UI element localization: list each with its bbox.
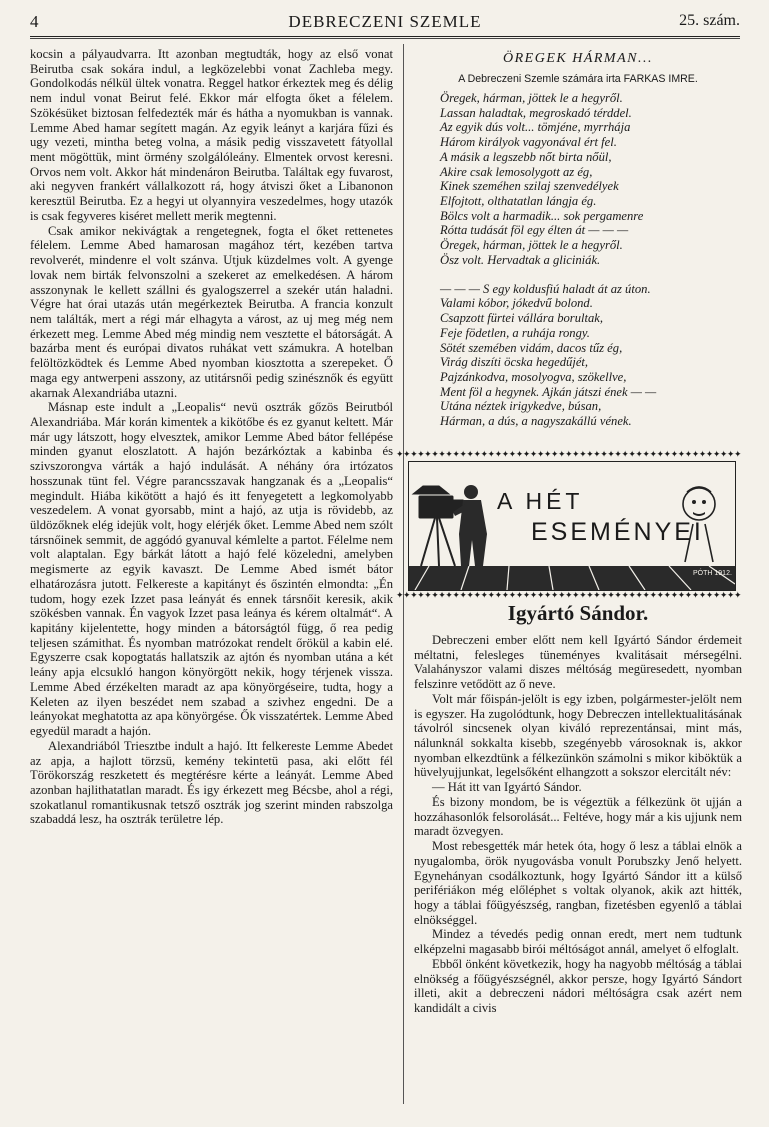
issue-number: 25. szám.: [679, 12, 740, 29]
poem-line: Öregek, hárman, jöttek le a hegyről.: [440, 238, 623, 253]
poem-line: Pajzánkodva, mosolyogva, szökellve,: [440, 369, 627, 384]
paragraph: Csak amikor nekivágtak a rengetegnek, fogta el őket rettenetes félelem. Lemme Abed hamarosan magához tért, kezében tartva revolverét, mindenre el volt szánva. Utjuk küzdelmes volt. A gyenge lovak nem birták felvonszolni a szekeret az emelkedésen. A három asszonynak le kellett szállni és gyalogszerrel a szekér után haladni. Végre hat órai utazás után megérkeztek Beirutba. A francia konzult nem találták, mert a régi már elhagyta a várost, az uj meg még nem érkezett meg. Lemme Abed még mindig nem vesztette el bátorságát. A bazárba ment és európai divatos ruhákat vett számukra. A hotelban felöltözködtek és Lemme Abed nyomban kiosztotta a szerepeket. Ő maga egy antwerpeni asszony, az utitársnői pedig szinésznők és együtt akarnak Alexandriába utazni.: [30, 223, 393, 400]
poem-line: Sötét szemében vidám, dacos tűz ég,: [440, 340, 623, 355]
poem-line: Bölcs volt a harmadik... sok pergamenre: [440, 208, 644, 223]
poem-line: Ment föl a hegynek. Ajkán játszi ének — —: [440, 384, 657, 399]
paragraph: Mindez a tévedés pedig onnan eredt, mert nem tudtunk elképzelni magasabb birói méltóságot annál, amelyet ő elfoglalt.: [414, 927, 742, 957]
page-header: [30, 10, 740, 37]
poem-line: Az egyik dús volt... tömjéne, myrrhája: [440, 120, 631, 135]
poem-line: Ösz volt. Hervadtak a gliciniák.: [440, 252, 601, 267]
poem-line: Öregek, hárman, jöttek le a hegyről.: [440, 91, 623, 105]
banner-title-line1: A HÉT: [497, 488, 584, 514]
poem-line: Akire csak lemosolygott az ég,: [440, 164, 593, 179]
poem-stanza-1: [414, 91, 742, 268]
poem-line: Valami kóbor, jókedvű bolond.: [440, 296, 593, 311]
article-title: Igyártó Sándor.: [507, 601, 649, 625]
header-rule: [30, 38, 740, 39]
paragraph: Most rebesgették már hetek óta, hogy ő lesz a táblai elnök a nyugalomba, örök nyugovásba vonult Porubszky Jenő helyett. Egynehányan csodálkoztunk, hogy Igyártó Sándor itt a külső perifériákon még előléphet s voltak olyanok, akik azt hitték, hogy a táblai főügyészség, rangban, fizetésben egyenlő a táblai elnökséggel.: [414, 839, 742, 927]
journal-title: DEBRECZENI SZEMLE: [288, 12, 482, 31]
paragraph: Debreczeni ember előtt nem kell Igyártó Sándor érdemeit méltatni, felesleges tüneményes kvalitásait mérsegélni. Valahányszor valami diszes méltóság megüresedett, nyomban felszinre vetődött az ő neve.: [414, 633, 742, 692]
poem-line: Feje födetlen, a ruhája rongy.: [440, 325, 590, 340]
right-column-article: [414, 633, 742, 1016]
ornament-border-bottom: ✦✦✦✦✦✦✦✦✦✦✦✦✦✦✦✦✦✦✦✦✦✦✦✦✦✦✦✦✦✦✦✦✦✦✦✦✦✦✦✦✦✦✦✦✦✦✦✦✦: [396, 591, 742, 600]
poem-line: Virág diszíti öcska hegedűjét,: [440, 355, 589, 370]
poem-line: Rótta tudását föl egy élten át — — —: [440, 223, 629, 238]
poem-line: — — — S egy koldusfiú haladt át az úton.: [440, 281, 651, 296]
poem-line: Hárman, a dús, a nagyszakállú vének.: [440, 414, 632, 429]
paragraph: Alexandriából Triesztbe indult a hajó. Itt felkereste Lemme Abedet az apja, a hajlott törzsü, kemény tekintetü pasa, aki előtt fél Törökország reszketett és megtérésre kérte a leányát. Lemme Abed azonban hajlithatatlan maradt. És igy érkezett meg Bécsbe, ahol a régi, szokatlanul romantikusnak tetsző osztrák jog szerint minden rabszolga szabaddá lesz, ha osztrák területre lép.: [30, 738, 393, 827]
poem-line: Utána néztek irigykedve, búsan,: [440, 399, 602, 414]
poem-line: Három királyok vagyonával ért fel.: [440, 135, 617, 150]
paragraph: — Hát itt van Igyártó Sándor.: [432, 780, 582, 795]
banner-title-line2: ESEMÉNYEI: [531, 518, 704, 546]
paragraph: És bizony mondom, be is végeztük a félkezünk öt ujján a hozzáhasonlók felsorolását... Feltéve, hogy már a kis ujjunk nem maradt özvegyen.: [414, 794, 742, 839]
poem-line: A másik a legszebb nőt birta nőül,: [440, 149, 612, 164]
left-column-article: [30, 47, 393, 827]
poem-line: Kinek szeméhen szilaj szenvedélyek: [440, 179, 619, 194]
paragraph: Volt már főispán-jelölt is egy izben, polgármester-jelölt nem is egyszer. Ha zugolódtunk, hogy Debreczen intellektualitásának távolról sincsenek olyan kiváló reprezentánsai, mint más, nálunknál sokkalta kisebb, szegényebb városoknak is, akkor nyomban elkezdtünk a félkezünkön számolni s mikor kiböktük a hüvelyujjunkat, legelsőként elhangzott a sokszor elercitált név:: [414, 691, 742, 780]
poem-title: ÖREGEK HÁRMAN...: [503, 51, 653, 66]
banner-frame: [408, 461, 736, 591]
paragraph: kocsin a pályaudvarra. Itt azonban megtudták, hogy az első vonat Beirutba csak sokára indul, a legközelebbi vonat Zachleba megy. Gondolkodás nélkül ültek vonatra. Reggel hatkor érkeztek meg és délig nem indul vonat Beirut felé. Ekkor már elfogta őket a félelem. Szökésüket biztosan felfedezték már és hátha a nyomukban is vannak. Lemme Abed hamar segített magán. Az egyik leányt a karjára fűzi és ugy vezeti, mintha beteg volna, a másik pedig visszavetett fátyollal ment mögöttük, mint örmény szolgálóleány. Elmentek orvost keresni. Orvos nem volt. Akkor hát mindenáron Beirutba. Találtak egy fuvarost, aki negyven frankért vállalkozott rá, hogy átviszi őket a Libanonon keresztül Beirutba. Ez a hegyi ut olyannyira veszedelmes, hogy utazók is csak fegyveres kiséret mellett merik megtenni.: [30, 47, 393, 223]
poem-line: Elfojtott, olthatatlan lángja ég.: [440, 194, 597, 209]
poem-stanza-2: [414, 282, 742, 429]
poem-line: Csapzott fürtei vállára borultak,: [440, 311, 604, 326]
poem-line: Lassan haladtak, megroskadó térddel.: [440, 105, 632, 120]
paragraph: Ebből önként következik, hogy ha nagyobb méltóság a táblai elnökség a főügyészségnél, akkor persze, hogy Igyártó Sándort illeti, akit a debreczeni nádori méltóságra csak azért nem kandidált a civis: [414, 956, 742, 1015]
poem-byline: A Debreczeni Szemle számára irta FARKAS IMRE.: [458, 73, 698, 85]
artist-signature: PÓTH 1912.: [693, 570, 732, 577]
ornament-border-top: ✦✦✦✦✦✦✦✦✦✦✦✦✦✦✦✦✦✦✦✦✦✦✦✦✦✦✦✦✦✦✦✦✦✦✦✦✦✦✦✦✦✦✦✦✦✦✦✦✦: [396, 450, 742, 459]
poem-section: [414, 47, 742, 429]
page-number: 4: [30, 12, 39, 31]
paragraph: Másnap este indult a „Leopalis“ nevü osztrák gőzös Beirutból Alexandriába. Már korán kimentek a kikötőbe és ez gyanut keltett. Már már ugy látszott, hogy elvesztek, amikor Lemme Abed bátor fellépése minden gyanut eloszlatott. A hajón bezárkóztak a kabinba és szivszorongva várták a hajó indulását. A néhány óra irtózatos hosszunak tünt fel. Végre parancsszavak hangzanak és a „Leopalis“ megindult. Hiába kikötött a hajó és itt fenyegetett a legkomolyabb veszedelem. A vonat gyorsabb, mint a hajó, az utja is rövidebb, az üldözőknek elég idejük volt, hogy elérjék őket. Lemme Abed nem szólt társnőinek semmit, de aggódó gyanuval kémlelte a partot. Félelme nem volt alaptalan. Egy bárkát látott a hajó felé közeledni, amelyben megismerte az egyik kavaszt. De Lemme Abed ismét bátor elhatározásra jutott. Felkereste a kapitányt és őszintén elmondta: „Én tudom, hogy ezek Izzet pasa leányát és ennek társnőit keresik, akik szökésben vannak. Én vagyok Izzet pasa leánya és kérem oltalmát“. A kapitány kijelentette, hogy minden a bátorságtól függ, ő rea pedig teljesen számithat. És nyomban matrózokat rendelt őrökül a kabin elé. Egyszerre csak kopogtatás hallatszik az ajtón és nyomban utána a két leány apja elcsukló hangon könyörgött nekik, hogy térjenek vissza. Lemme Abed érzékelten maradt az apa könyörgéseire, tudta, hogy a Keleten az ilyen beszédet nem szabad a szivhez engedni. De a leányokat meghatotta az apa könyörgése. Ők visszatértek. Lemme Abed egyedül maradt a hajón.: [30, 400, 393, 739]
weekly-events-banner: [396, 450, 746, 602]
stanza-gap: [414, 268, 742, 282]
